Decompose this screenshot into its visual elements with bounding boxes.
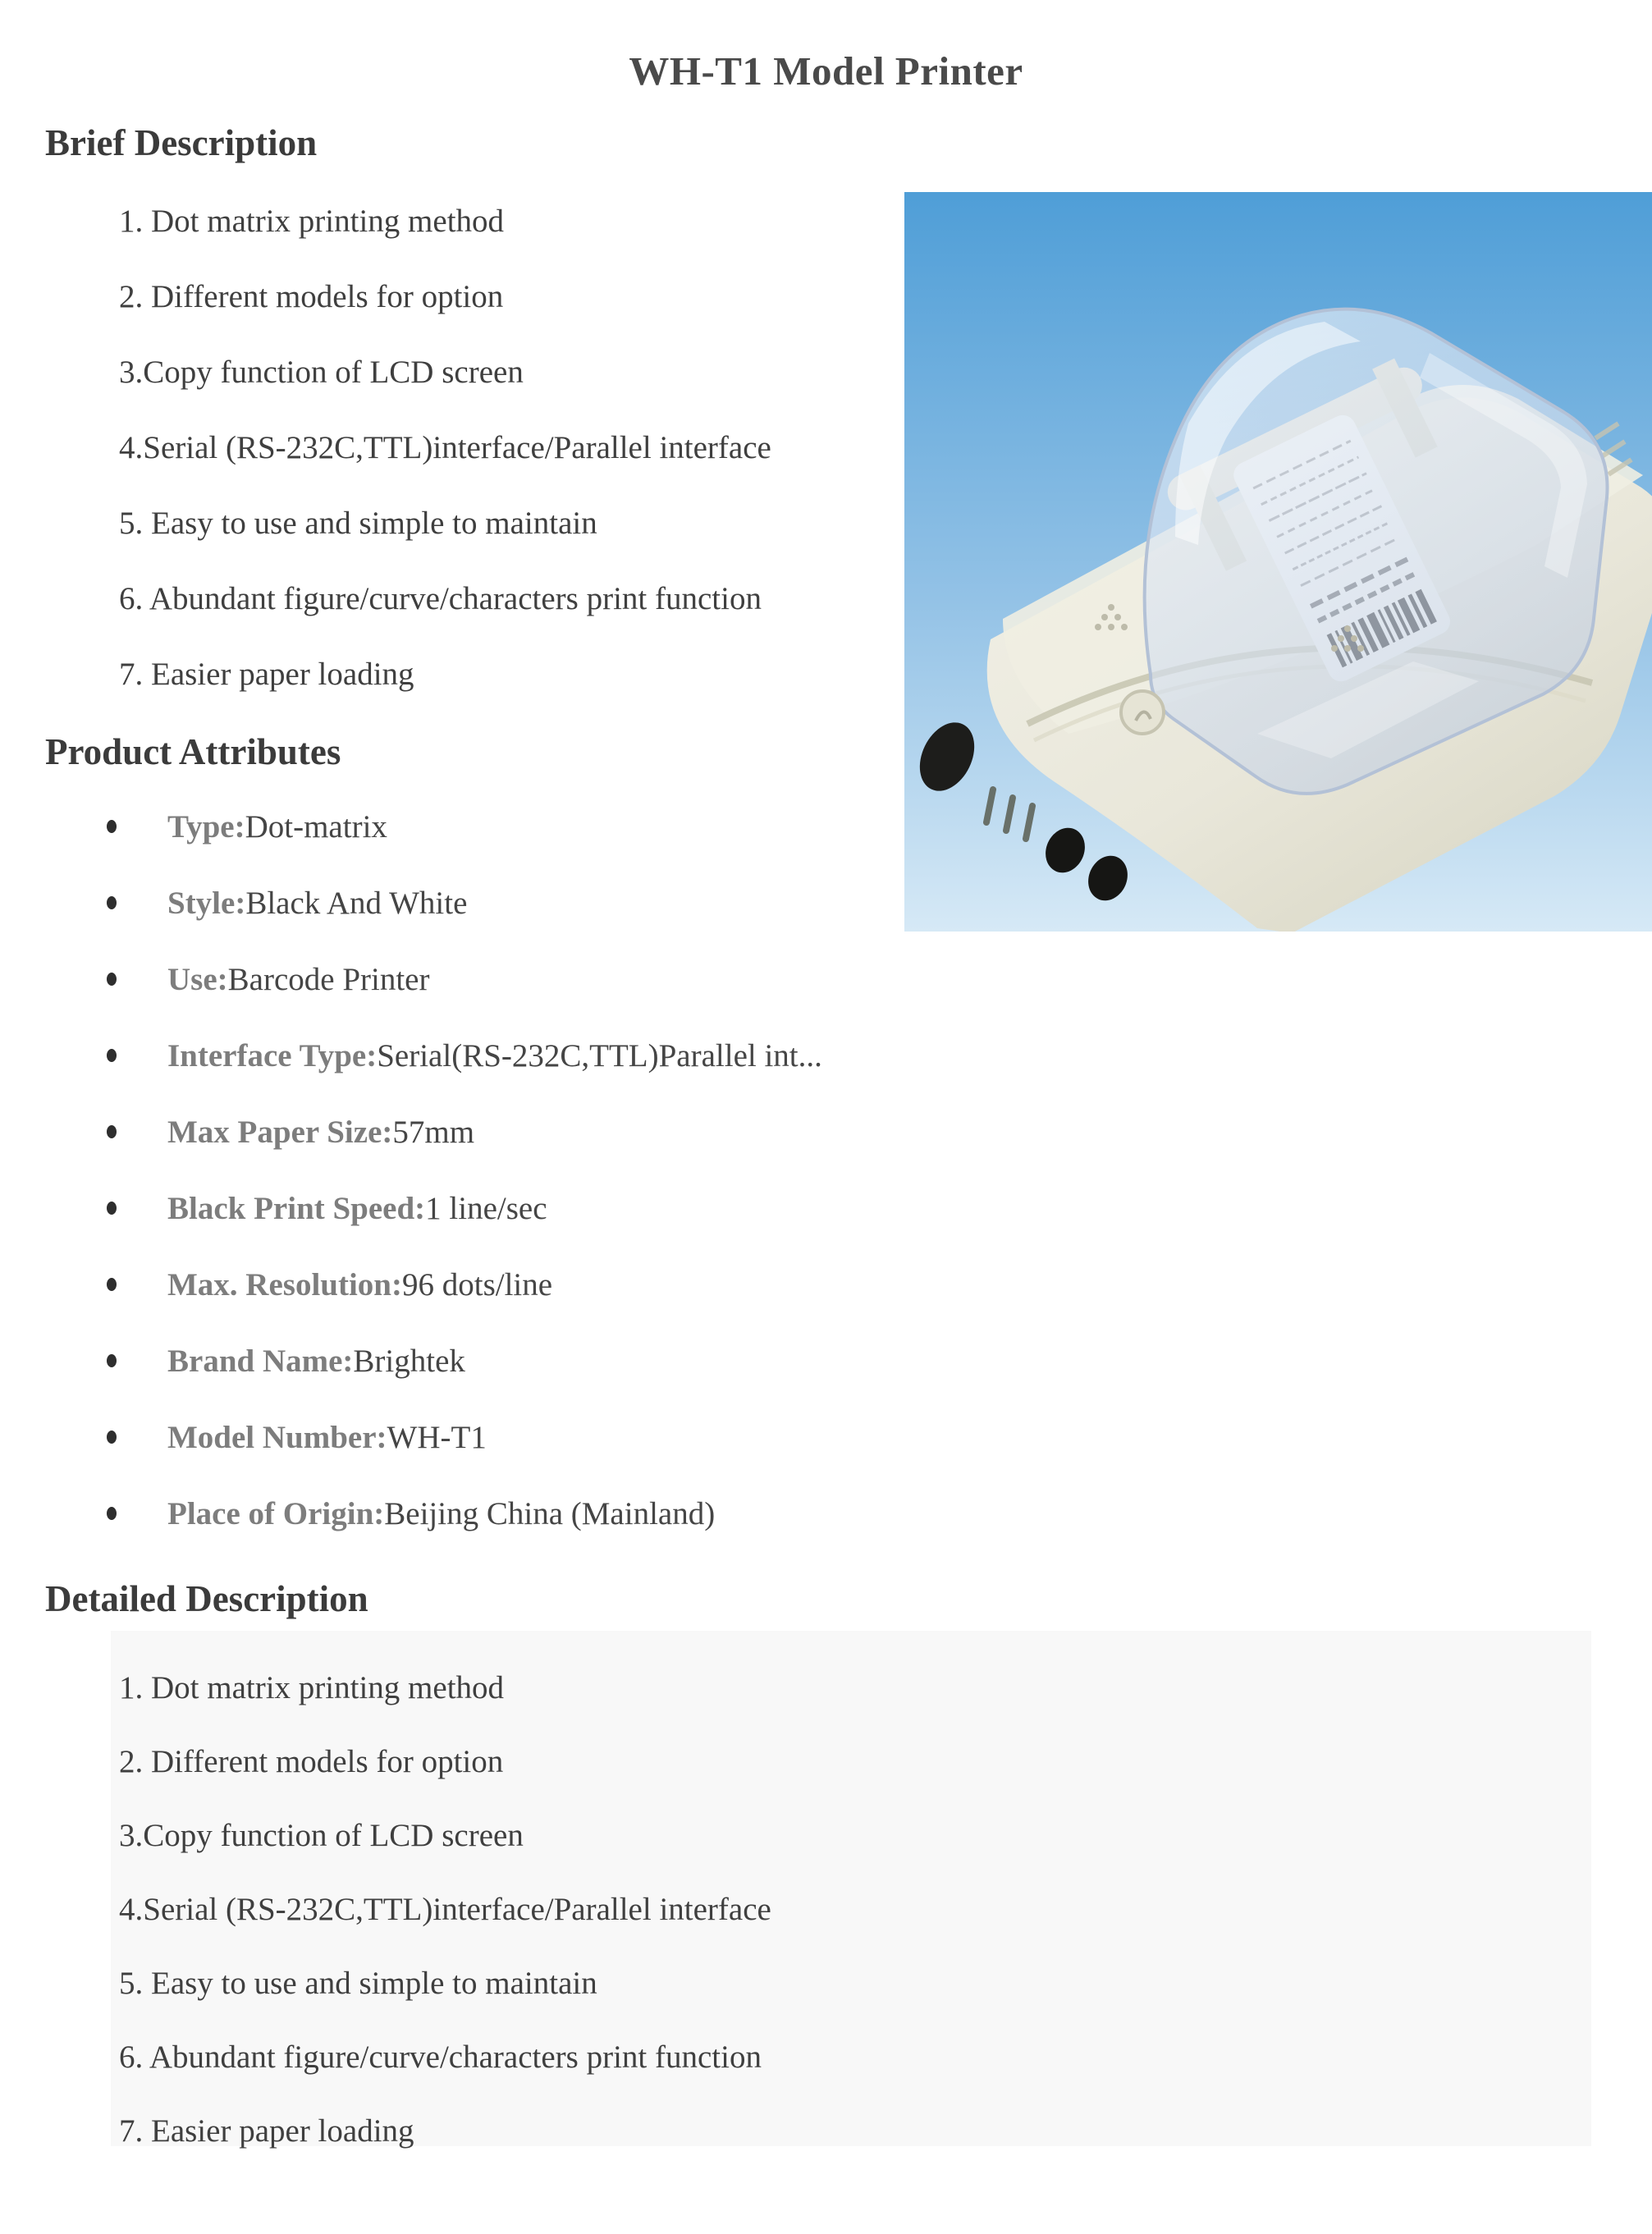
product-attributes-heading: Product Attributes [45,731,341,772]
list-item: 6. Abundant figure/curve/characters print function [119,2039,762,2075]
detailed-description-box [111,1631,1591,2149]
page-title: WH-T1 Model Printer [629,48,1023,94]
list-item: 2. Different models for option [119,279,504,314]
attribute-label: Max Paper Size: [167,1115,393,1150]
attribute-row [107,1040,822,1116]
list-item: 1. Dot matrix printing method [119,1670,505,1705]
detailed-description-heading: Detailed Description [45,1578,368,1619]
product-attributes-list [107,811,822,1574]
attribute-value: 96 dots/line [402,1267,553,1302]
bullet-icon [107,1202,117,1215]
attribute-label: Type: [167,809,245,845]
bullet-icon [107,1125,117,1138]
list-item: 2. Different models for option [119,1744,504,1779]
attribute-label: Use: [167,962,228,997]
attribute-value: WH-T1 [387,1420,487,1455]
attribute-row [107,811,822,887]
list-item: 1. Dot matrix printing method [119,204,505,239]
attribute-value: Barcode Printer [227,962,430,997]
attribute-value: Black And White [245,886,468,921]
attribute-value: 57mm [392,1115,475,1150]
list-item: 3.Copy function of LCD screen [119,1818,524,1853]
attribute-label: Brand Name: [167,1344,354,1379]
list-item: 3.Copy function of LCD screen [119,355,524,390]
list-item: 7. Easier paper loading [119,657,414,692]
list-item: 5. Easy to use and simple to maintain [119,506,597,541]
attribute-value: 1 line/sec [425,1191,547,1226]
attribute-label: Place of Origin: [167,1496,385,1531]
attribute-label: Black Print Speed: [167,1191,426,1226]
bullet-icon [107,1049,117,1062]
bullet-icon [107,1507,117,1520]
bullet-icon [107,896,117,909]
attribute-row [107,964,822,1040]
brief-description-heading: Brief Description [45,122,318,163]
list-item: 7. Easier paper loading [119,2113,414,2149]
bullet-icon [107,973,117,986]
bullet-icon [107,1431,117,1444]
attribute-label: Max. Resolution: [167,1267,402,1302]
bullet-icon [107,820,117,833]
attribute-value: Beijing China (Mainland) [384,1496,716,1531]
attribute-value: Brightek [353,1344,465,1379]
attribute-row [107,1421,822,1498]
list-item: 5. Easy to use and simple to maintain [119,1966,597,2001]
attribute-row [107,887,822,964]
attribute-label: Model Number: [167,1420,387,1455]
printer-illustration [904,192,1652,932]
detailed-description-list [119,1672,771,2189]
list-item: 4.Serial (RS-232C,TTL)interface/Parallel interface [119,430,771,465]
attribute-value: Serial(RS-232C,TTL)Parallel int... [377,1038,822,1074]
attribute-value: Dot-matrix [245,809,387,845]
brief-description-list [119,205,771,734]
bullet-icon [107,1278,117,1291]
attribute-row [107,1498,822,1574]
attribute-row [107,1193,822,1269]
attribute-row [107,1345,822,1421]
printer-photo [904,192,1652,932]
list-item: 6. Abundant figure/curve/characters print function [119,581,762,616]
attribute-row [107,1269,822,1345]
bullet-icon [107,1354,117,1367]
list-item: 4.Serial (RS-232C,TTL)interface/Parallel interface [119,1892,771,1927]
attribute-row [107,1116,822,1193]
attribute-label: Interface Type: [167,1038,378,1074]
attribute-label: Style: [167,886,246,921]
